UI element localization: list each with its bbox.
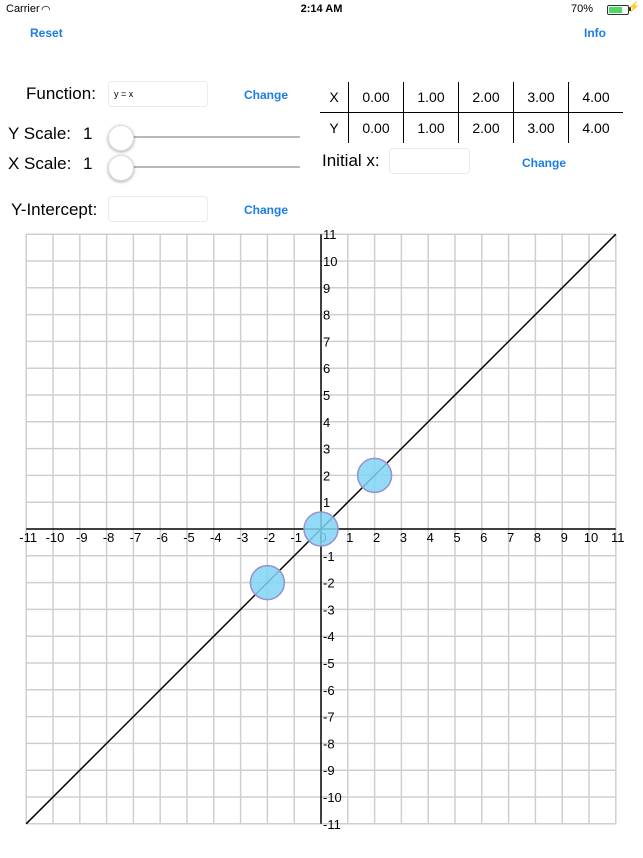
table-cell: 4.00	[569, 82, 624, 113]
y-tick-label: 7	[323, 334, 331, 350]
function-input-value: y = x	[114, 89, 134, 99]
y-tick-label: 9	[323, 280, 331, 296]
x-tick-label: -9	[76, 530, 88, 545]
battery-percent: 70%	[570, 3, 593, 15]
x-tick-label: 4	[426, 530, 434, 545]
y-tick-label: 2	[323, 468, 331, 484]
y-tick-label: 10	[323, 254, 338, 269]
wifi-icon: ◠	[41, 4, 51, 16]
initial-x-label: Initial x:	[322, 151, 380, 170]
y-tick-label: -4	[323, 629, 335, 645]
x-tick-label: -1	[290, 530, 302, 545]
x-scale-label: X Scale:	[8, 154, 72, 173]
function-change-button[interactable]: Change	[244, 88, 289, 102]
x-tick-label: 5	[453, 530, 461, 545]
y-tick-label: -1	[323, 548, 335, 564]
y-scale-label: Y Scale:	[8, 124, 72, 143]
x-tick-label: 8	[533, 530, 542, 545]
data-point	[250, 566, 284, 600]
info-button[interactable]: Info	[584, 26, 606, 40]
y-tick-label: 6	[323, 361, 331, 377]
x-tick-label: 1	[346, 530, 354, 545]
table-cell: 1.00	[404, 113, 459, 144]
charging-icon: ⚡	[627, 2, 640, 13]
y-tick-label: -9	[323, 763, 335, 779]
table-cell: 3.00	[514, 113, 569, 144]
x-scale-value: 1	[83, 154, 93, 173]
data-point	[358, 458, 392, 492]
x-tick-label: -8	[102, 530, 115, 545]
x-tick-label: -5	[183, 530, 195, 545]
status-time: 2:14 AM	[300, 3, 343, 15]
x-tick-label: 7	[506, 530, 515, 545]
y-tick-label: 4	[323, 414, 331, 430]
y-tick-label: -6	[323, 682, 335, 698]
x-tick-label: -11	[19, 530, 38, 545]
y-tick-label: -10	[323, 790, 342, 805]
x-tick-label: 10	[583, 530, 599, 545]
table-cell: 3.00	[514, 82, 569, 113]
function-label: Function:	[26, 84, 96, 103]
table-cell: 2.00	[459, 113, 514, 144]
x-tick-label: 11	[611, 530, 625, 545]
x-tick-label: -10	[45, 530, 65, 545]
table-y-header: Y	[329, 120, 339, 136]
y-tick-label: 3	[323, 441, 331, 457]
y-tick-label: -7	[323, 709, 335, 725]
x-tick-label: -6	[156, 530, 168, 545]
carrier-label: Carrier	[6, 3, 40, 15]
y-intercept-label: Y-Intercept:	[11, 200, 98, 219]
y-tick-label: 5	[323, 388, 331, 403]
x-tick-label: 6	[480, 530, 488, 545]
y-tick-label: 8	[323, 307, 331, 323]
table-x-header: X	[320, 82, 349, 113]
y-tick-label: -8	[323, 736, 335, 752]
x-tick-label: 2	[372, 530, 381, 545]
y-intercept-change-button[interactable]: Change	[244, 203, 289, 217]
table-cell: 4.00	[569, 113, 624, 144]
initial-x-change-button[interactable]: Change	[522, 156, 567, 170]
x-tick-label: -3	[236, 530, 249, 545]
x-tick-label: 3	[399, 530, 408, 545]
y-tick-label: 1	[323, 495, 331, 511]
x-tick-label: -2	[263, 530, 276, 545]
reset-button[interactable]: Reset	[30, 26, 63, 40]
y-tick-label: -11	[323, 816, 341, 832]
table-cell: 0.00	[349, 113, 404, 144]
y-tick-label: -2	[323, 575, 335, 591]
y-tick-label: -3	[323, 602, 335, 618]
table-cell: 2.00	[459, 82, 514, 113]
x-tick-label: 9	[560, 530, 568, 545]
data-point	[304, 512, 338, 546]
table-cell: 0.00	[349, 82, 404, 113]
x-tick-label: -4	[210, 530, 222, 545]
y-scale-value: 1	[83, 124, 93, 143]
y-tick-label: -5	[323, 656, 335, 671]
y-tick-label: 11	[323, 227, 337, 243]
x-tick-label: -7	[129, 530, 142, 545]
table-cell: 1.00	[404, 82, 459, 113]
